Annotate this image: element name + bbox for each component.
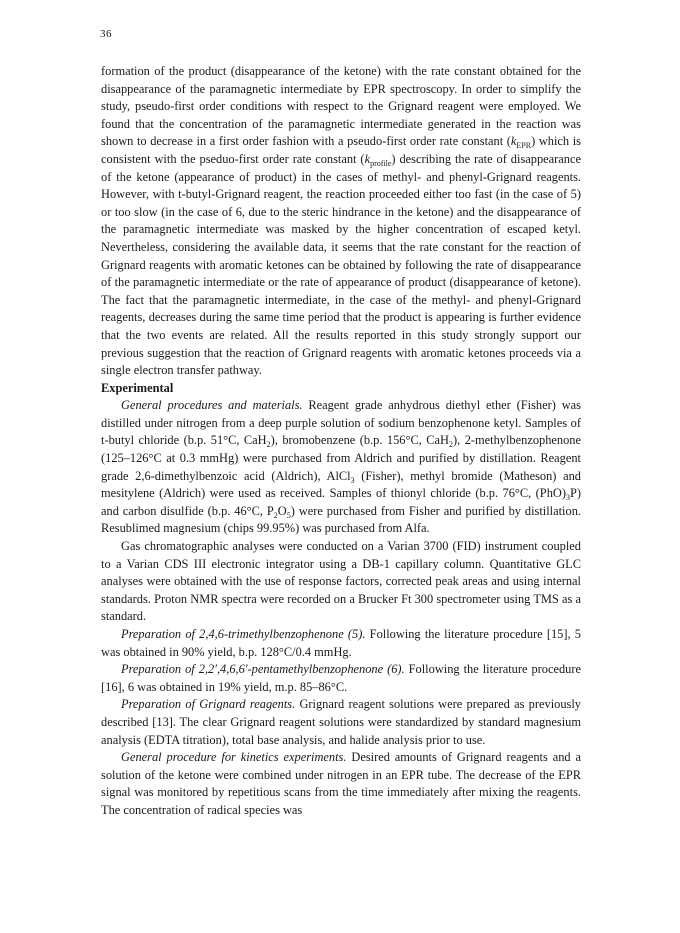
paragraph-title: General procedures and materials. (121, 398, 303, 413)
prep-6-paragraph: Preparation of 2,2′,4,6,6′-pentamethylbenzophenone (6). Following the literature procedure [16], 6 was obtained in 19% yield, m.p. 85–86°C. (101, 662, 581, 694)
page-number: 36 (100, 28, 112, 40)
intro-paragraph: formation of the product (disappearance of the ketone) with the rate constant obtained for the disappearance of the paramagnetic intermediate by EPR spectroscopy. In order to simplify the study, pseudo-first order conditions with respect to the Grignard reagent were employed. We found that the concentration of the paramagnetic intermediate generated in the reaction was shown to decrease in a first order fashion with a pseudo-first order rate constant $(k_{EPR})$ which is consistent with the pseduo-first order rate constant $(k_{profile})$ describing the rate of disappearance of the ketone (appearance of product) in the cases of methyl- and phenyl-Grignard reagents. However, with t-butyl-Grignard reagent, the reaction proceeded either too fast (in the case of 5) or too slow (in the case of 6, due to the steric hindrance in the ketone) and the disappearance of the paramagnetic intermediate was masked by the higher concentration of escaped ketyl. Nevertheless, considering the available data, it seems that the rate constant for the reaction of Grignard reagents with aromatic ketones can be obtained by following the rate of disappearance of the paramagnetic intermediate or the rate of appearance of product (disappearance of ketone). The fact that the paramagnetic intermediate, in the case of the methyl- and phenyl-Grignard reagents, decreases during the same time period that the product is appearing is further evidence that the two events are related. All the results reported in this study strongly support our previous suggestion that the reaction of Grignard reagents with aromatic ketones proceeds via a single electron transfer pathway. (101, 64, 581, 378)
materials-paragraph: General procedures and materials. Reagent grade anhydrous diethyl ether (Fisher) was distilled under nitrogen from a deep purple solution of sodium benzophenone ketyl. Samples of t-butyl chloride (b.p. 51°C, CaH$_2$), bromobenzene (b.p. 156°C, CaH$_2$), 2-methylbenzophenone (125–126°C at 0.3 mmHg) were purchased from Aldrich and purified by distillation. Reagent grade 2,6-dimethylbenzoic acid (Aldrich), AlCl$_3$ (Fisher), methyl bromide (Matheson) and mesitylene (Aldrich) were used as received. Samples of thionyl chloride (b.p. 76°C, $(PhO)_3P$) and carbon disulfide (b.p. 46°C, $P_2O_5$) were purchased from Fisher and purified by distillation. Resublimed magnesium (chips 99.95%) was purchased from Alfa. (101, 398, 582, 536)
kinetics-paragraph: General procedure for kinetics experiments. Desired amounts of Grignard reagents and a solution of the ketone were combined under nitrogen in an EPR tube. The decrease of the EPR signal was monitored by repetitious scans from the time immediately after mixing the reagents. The concentration of radical species was (101, 750, 581, 817)
paragraph-title: Preparation of 2,2′,4,6,6′-pentamethylbenzophenone (6). (121, 662, 405, 677)
k-epr-subscript: EPR (516, 141, 532, 151)
prep-5-paragraph: Preparation of 2,4,6-trimethylbenzophenone (5). Following the literature procedure [15], 5 was obtained in 90% yield, b.p. 128°C/0.4 mmHg. (101, 627, 582, 659)
paragraph-title: General procedure for kinetics experiments. (121, 750, 347, 765)
body-text (101, 63, 581, 820)
k-profile-subscript: profile (370, 158, 392, 168)
gc-paragraph: Gas chromatographic analyses were conducted on a Varian 3700 (FID) instrument coupled to a Varian CDS III electronic integrator using a DB-1 capillary column. Quantitative GLC analyses were obtained with the use of response factors, corrected peak areas and using internal standards. Proton NMR spectra were recorded on a Brucker Ft 300 spectrometer using TMS as a standard. (101, 539, 581, 624)
paragraph-title: Preparation of 2,4,6-trimethylbenzophenone (5). (121, 627, 366, 641)
paragraph-title: Preparation of Grignard reagents. (121, 697, 296, 712)
k-profile-symbol: k (364, 151, 371, 166)
grignard-prep-paragraph: Preparation of Grignard reagents. Grignard reagent solutions were prepared as previously described [13]. The clear Grignard reagent solutions were standardized by standard magnesium analysis (EDTA titration), total base analysis, and halide analysis prior to use. (101, 697, 581, 747)
section-heading: Experimental (101, 380, 174, 395)
k-epr-symbol: k (510, 134, 517, 149)
